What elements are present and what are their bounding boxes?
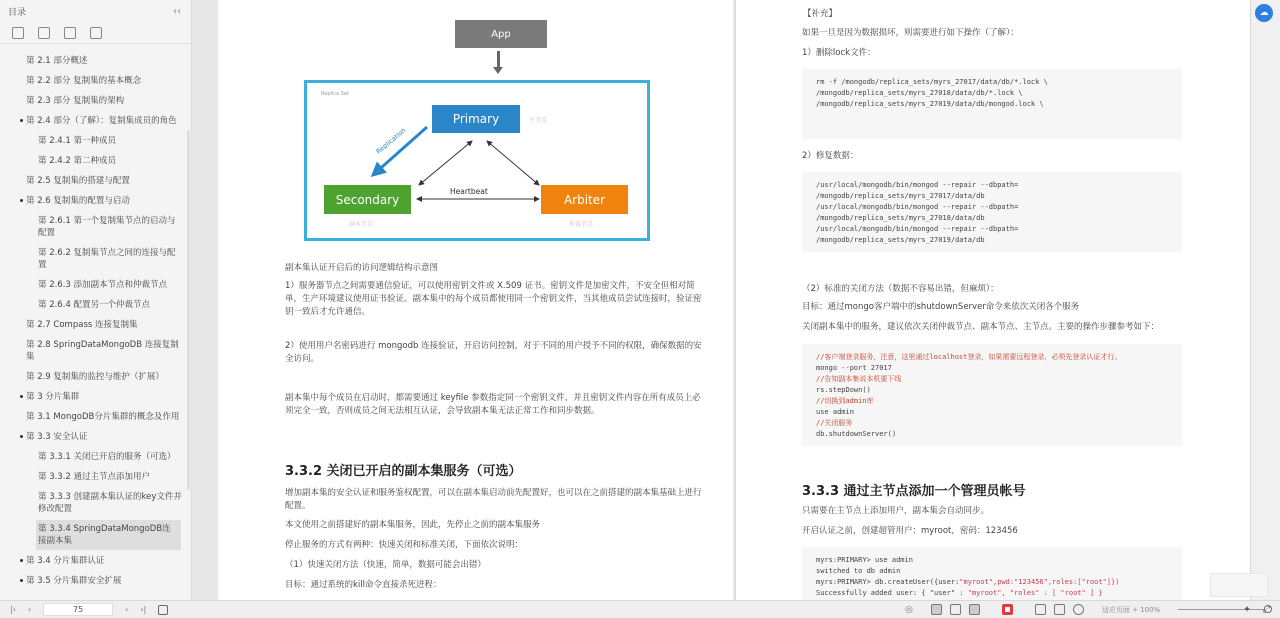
code-line: /mongodb/replica_sets/myrs_27018/data/db/*.lock \ bbox=[816, 89, 1023, 97]
toc-item[interactable] bbox=[0, 368, 191, 386]
toc-item[interactable] bbox=[36, 520, 181, 550]
toc-item[interactable] bbox=[0, 488, 191, 518]
toc-item-label: 第 2.7 Compass 连接复制集 bbox=[26, 320, 138, 330]
next-page-button[interactable]: › bbox=[125, 605, 129, 614]
sidebar-title: 目录 bbox=[8, 7, 27, 18]
toc-item[interactable] bbox=[0, 192, 191, 210]
step-label: （2）标准的关闭方法（数据不容易出错，但麻烦）： bbox=[802, 284, 999, 294]
thumbnail-icon[interactable] bbox=[12, 27, 24, 39]
toc-item-label: 第 2.9 复制集的监控与维护（扩展） bbox=[26, 372, 164, 382]
toc-item-label: 第 3.3 安全认证 bbox=[26, 432, 88, 442]
code-line: /usr/local/mongodb/bin/mongod --repair --dbpath= bbox=[816, 225, 1019, 233]
continuous-page-icon[interactable] bbox=[950, 604, 961, 615]
step-label: 2）修复数据： bbox=[802, 151, 859, 161]
paragraph: 增加副本集的安全认证和服务鉴权配置，可以在副本集启动前先配置好，也可以在之前搭建的副本集基础上进行配置。 bbox=[285, 488, 702, 511]
assistant-icon[interactable]: ☁ bbox=[1255, 4, 1273, 22]
toc-item[interactable] bbox=[0, 52, 191, 70]
toc-item-label: 第 2.3 部分 复制集的架构 bbox=[26, 96, 125, 106]
toc-icon[interactable] bbox=[64, 27, 76, 39]
document-viewer bbox=[193, 0, 1250, 600]
paragraph: 停止服务的方式有两种：快速关闭和标准关闭，下面依次说明： bbox=[285, 540, 524, 550]
page-right bbox=[735, 0, 1250, 600]
code-text: myrs:PRIMARY> use admin bbox=[816, 556, 913, 564]
expand-bullet-icon[interactable] bbox=[20, 559, 23, 562]
page-number-input[interactable]: 75 bbox=[43, 603, 113, 616]
primary-tag: 主节点 bbox=[529, 117, 548, 124]
arbiter-node: Arbiter bbox=[541, 185, 628, 214]
last-page-button[interactable]: ›| bbox=[140, 605, 147, 614]
code-line: //客户端登录服务，注意，这里通过localhost登录，如果需要远程登录，必须先登录认证才行。 bbox=[816, 353, 1122, 361]
code-line: //关闭服务 bbox=[816, 419, 853, 427]
code-line bbox=[816, 588, 1168, 599]
sidebar-scrollbar[interactable] bbox=[187, 130, 190, 490]
code-line: //告知副本集说本机要下线 bbox=[816, 375, 902, 383]
toc-item-label: 第 2.5 复制集的搭建与配置 bbox=[26, 176, 130, 186]
section-heading: 3.3.3 通过主节点添加一个管理员帐号 bbox=[802, 484, 1026, 499]
code-line: rs.stepDown() bbox=[816, 386, 871, 394]
toc-item-label: 第 3.5 分片集群安全扩展 bbox=[26, 576, 122, 586]
app-node: App bbox=[455, 20, 547, 48]
pin-icon[interactable]: ✦ bbox=[1243, 604, 1251, 615]
toc-item-label: 第 2.2 部分 复制集的基本概念 bbox=[26, 76, 142, 86]
paragraph: 目标：通过mongo客户端中的shutdownServer命令来依次关闭各个服务 bbox=[802, 302, 1080, 312]
toc-item[interactable] bbox=[0, 552, 191, 570]
arbiter-tag: 仲裁节点 bbox=[569, 221, 594, 228]
code-block-repair bbox=[802, 172, 1182, 252]
code-text: myrs:PRIMARY> db.createUser({user: bbox=[816, 578, 960, 586]
toc-item[interactable] bbox=[0, 132, 191, 150]
toc-item-label: 第 2.6.1 第一个复制集节点的启动与配置 bbox=[38, 216, 176, 238]
secondary-node: Secondary bbox=[324, 185, 411, 214]
toc-item-label: 第 2.4.2 第二种成员 bbox=[38, 156, 117, 166]
code-line bbox=[816, 555, 1168, 566]
code-string: "myroot", "roles" : [ "root" ] } bbox=[967, 589, 1103, 597]
prev-page-button[interactable]: ‹ bbox=[27, 605, 32, 614]
toc-item-label: 第 2.1 部分概述 bbox=[26, 56, 88, 66]
toc-item[interactable] bbox=[0, 572, 191, 590]
annotation-icon[interactable] bbox=[90, 27, 102, 39]
actual-size-icon[interactable] bbox=[1073, 604, 1084, 615]
toc-item[interactable] bbox=[0, 152, 191, 170]
toc-item-label: 第 3.3.3 创建副本集认证的key文件并修改配置 bbox=[38, 492, 182, 514]
toc-item-label: 第 2.6.4 配置另一个仲裁节点 bbox=[38, 300, 151, 310]
code-line: //切换到admin库 bbox=[816, 397, 874, 405]
toc-item[interactable] bbox=[0, 336, 191, 366]
code-line: /mongodb/replica_sets/myrs_27019/data/db/mongod.lock \ bbox=[816, 100, 1044, 108]
secondary-tag: 副本节点 bbox=[349, 221, 374, 228]
toc-item-label: 第 3 分片集群 bbox=[26, 392, 80, 402]
toc-item-label: 第 2.4 部分（了解）：复制集成员的角色 bbox=[26, 116, 177, 126]
expand-bullet-icon[interactable] bbox=[20, 119, 23, 122]
expand-bullet-icon[interactable] bbox=[20, 199, 23, 202]
toc-sidebar bbox=[0, 0, 192, 600]
rotate-icon[interactable] bbox=[158, 605, 168, 615]
code-string: "myroot",pwd:"123456",roles:["root"]}) bbox=[959, 578, 1120, 586]
paragraph: 副本集中每个成员在启动时，都需要通过 keyfile 参数指定同一个密钥文件，并且密钥文件内容在所有成员上必须完全一致，否则成员之间无法相互认证，会导致副本集无法正常工作和同步数据。 bbox=[285, 393, 701, 416]
paragraph: 关闭副本集中的服务，建议依次关闭仲裁节点、副本节点、主节点。主要的操作步骤参考如下： bbox=[802, 322, 1160, 332]
paragraph: 2）使用用户名密码进行 mongodb 连接验证，开启访问控制，对于不同的用户授予不同的权限，确保数据的安全访问。 bbox=[285, 341, 702, 364]
fit-width-icon[interactable] bbox=[1035, 604, 1046, 615]
toc-item[interactable] bbox=[0, 316, 191, 334]
expand-bullet-icon[interactable] bbox=[20, 435, 23, 438]
bookmark-icon[interactable] bbox=[38, 27, 50, 39]
toc-item[interactable] bbox=[0, 468, 191, 486]
page-left bbox=[218, 0, 733, 600]
toc-list bbox=[0, 44, 191, 590]
code-line: /usr/local/mongodb/bin/mongod --repair --dbpath= bbox=[816, 181, 1019, 189]
first-page-button[interactable]: |‹ bbox=[10, 605, 16, 614]
sidebar-header bbox=[0, 0, 191, 22]
toc-item[interactable] bbox=[0, 244, 191, 274]
frame-caption: Replica Set bbox=[321, 91, 349, 97]
code-line: /mongodb/replica_sets/myrs_27018/data/db bbox=[816, 214, 985, 222]
fit-page-icon[interactable] bbox=[1054, 604, 1065, 615]
toc-item-label: 第 2.6.2 复制集节点之间的连接与配置 bbox=[38, 248, 176, 270]
code-line: mongo --port 27017 bbox=[816, 364, 892, 372]
code-line: /mongodb/replica_sets/myrs_27019/data/db bbox=[816, 236, 985, 244]
toc-item[interactable] bbox=[0, 448, 191, 466]
code-line: /mongodb/replica_sets/myrs_27017/data/db bbox=[816, 192, 985, 200]
collapse-icon[interactable]: ‹‹ bbox=[173, 5, 181, 17]
heartbeat-label: Heartbeat bbox=[450, 187, 488, 196]
replica-set-frame bbox=[304, 80, 650, 241]
paragraph: 1）服务器节点之间需要通信验证，可以使用密钥文件或 X.509 证书。密钥文件是加密文件，不安全但相对简单，生产环境建议使用证书验证。副本集中的每个成员都使用同一个密钥文件，当其他成员尝试连接时，验证密钥一致后才允许通信。 bbox=[285, 281, 702, 317]
expand-bullet-icon[interactable] bbox=[20, 395, 23, 398]
replica-set-diagram bbox=[298, 20, 658, 245]
toc-item-label: 第 2.6 复制集的配置与启动 bbox=[26, 196, 130, 206]
toc-item[interactable] bbox=[0, 112, 191, 130]
code-line: rm -f /mongodb/replica_sets/myrs_27017/data/db/*.lock \ bbox=[816, 78, 1048, 86]
step-label: 1）删除lock文件： bbox=[802, 48, 876, 58]
toc-item-label: 第 2.8 SpringDataMongoDB 连接复制集 bbox=[26, 340, 179, 362]
toc-item-label: 第 3.3.1 关闭已开启的服务（可选） bbox=[38, 452, 176, 462]
toc-item[interactable] bbox=[0, 428, 191, 446]
paragraph: 只需要在主节点上添加用户，副本集会自动同步。 bbox=[802, 506, 990, 516]
code-line: db.shutdownServer() bbox=[816, 430, 897, 438]
toc-item[interactable] bbox=[0, 388, 191, 406]
view-toolbar bbox=[905, 604, 1268, 615]
toc-item-label: 第 2.6.3 添加副本节点和仲裁节点 bbox=[38, 280, 168, 290]
fullscreen-icon[interactable]: ⤢ bbox=[1262, 604, 1270, 615]
toc-item[interactable] bbox=[0, 92, 191, 110]
toc-item[interactable] bbox=[0, 72, 191, 90]
single-page-icon[interactable] bbox=[931, 604, 942, 615]
code-line bbox=[816, 566, 1168, 577]
right-tool-rail bbox=[1250, 0, 1280, 600]
floating-panel bbox=[1210, 573, 1268, 597]
toc-item[interactable] bbox=[0, 172, 191, 190]
tip-label: 【补充】 bbox=[803, 9, 838, 19]
toc-item-label: 第 2.4.1 第一种成员 bbox=[38, 136, 117, 146]
status-bar bbox=[0, 600, 1280, 618]
paragraph: （1）快速关闭方法（快速，简单，数据可能会出错） bbox=[285, 560, 486, 570]
primary-node: Primary bbox=[432, 105, 520, 133]
code-line: use admin bbox=[816, 408, 854, 416]
window-controls bbox=[1243, 605, 1270, 615]
paragraph: 目标：通过系统的kill命令直接杀死进程： bbox=[285, 580, 442, 590]
toc-item[interactable] bbox=[0, 276, 191, 294]
toc-item-label: 第 3.3.4 SpringDataMongoDB连接副本集 bbox=[38, 524, 171, 546]
code-text: Successfully added user: { "user" : bbox=[816, 589, 968, 597]
toc-item-label: 第 3.1 MongoDB分片集群的概念及作用 bbox=[26, 412, 180, 422]
expand-bullet-icon[interactable] bbox=[20, 579, 23, 582]
sidebar-toolbar bbox=[0, 22, 191, 44]
code-line: /usr/local/mongodb/bin/mongod --repair --dbpath= bbox=[816, 203, 1019, 211]
record-icon[interactable] bbox=[1002, 604, 1013, 615]
toc-item-label: 第 3.4 分片集群认证 bbox=[26, 556, 105, 566]
code-block-shutdown bbox=[802, 344, 1182, 446]
paragraph: 本文使用之前搭建好的副本集服务，因此，先停止之前的副本集服务 bbox=[285, 520, 541, 530]
down-arrow-icon bbox=[497, 51, 500, 69]
toc-item-label: 第 3.3.2 通过主节点添加用户 bbox=[38, 472, 151, 482]
paragraph: 开启认证之前，创建超管用户：myroot，密码：123456 bbox=[802, 526, 1018, 536]
zoom-label: 适应页面 + 100% bbox=[1101, 605, 1161, 614]
toc-item[interactable] bbox=[0, 212, 191, 242]
code-block-create-user bbox=[802, 547, 1182, 600]
section-heading: 3.3.2 关闭已开启的副本集服务（可选） bbox=[285, 464, 522, 479]
paragraph: 如果一旦是因为数据损坏，则需要进行如下操作（了解）： bbox=[802, 28, 1019, 38]
page-navigation bbox=[0, 603, 230, 616]
code-line bbox=[816, 577, 1168, 588]
two-page-icon[interactable] bbox=[969, 604, 980, 615]
toc-item[interactable] bbox=[0, 296, 191, 314]
code-block-delete-lock bbox=[802, 69, 1182, 139]
replication-label: Replication bbox=[374, 126, 408, 156]
code-text: switched to db admin bbox=[816, 567, 901, 575]
toc-item[interactable] bbox=[0, 408, 191, 426]
diagram-caption: 副本集认证开启后的访问逻辑结构示意图 bbox=[285, 263, 439, 273]
eye-care-icon[interactable]: ◎ bbox=[905, 604, 913, 615]
